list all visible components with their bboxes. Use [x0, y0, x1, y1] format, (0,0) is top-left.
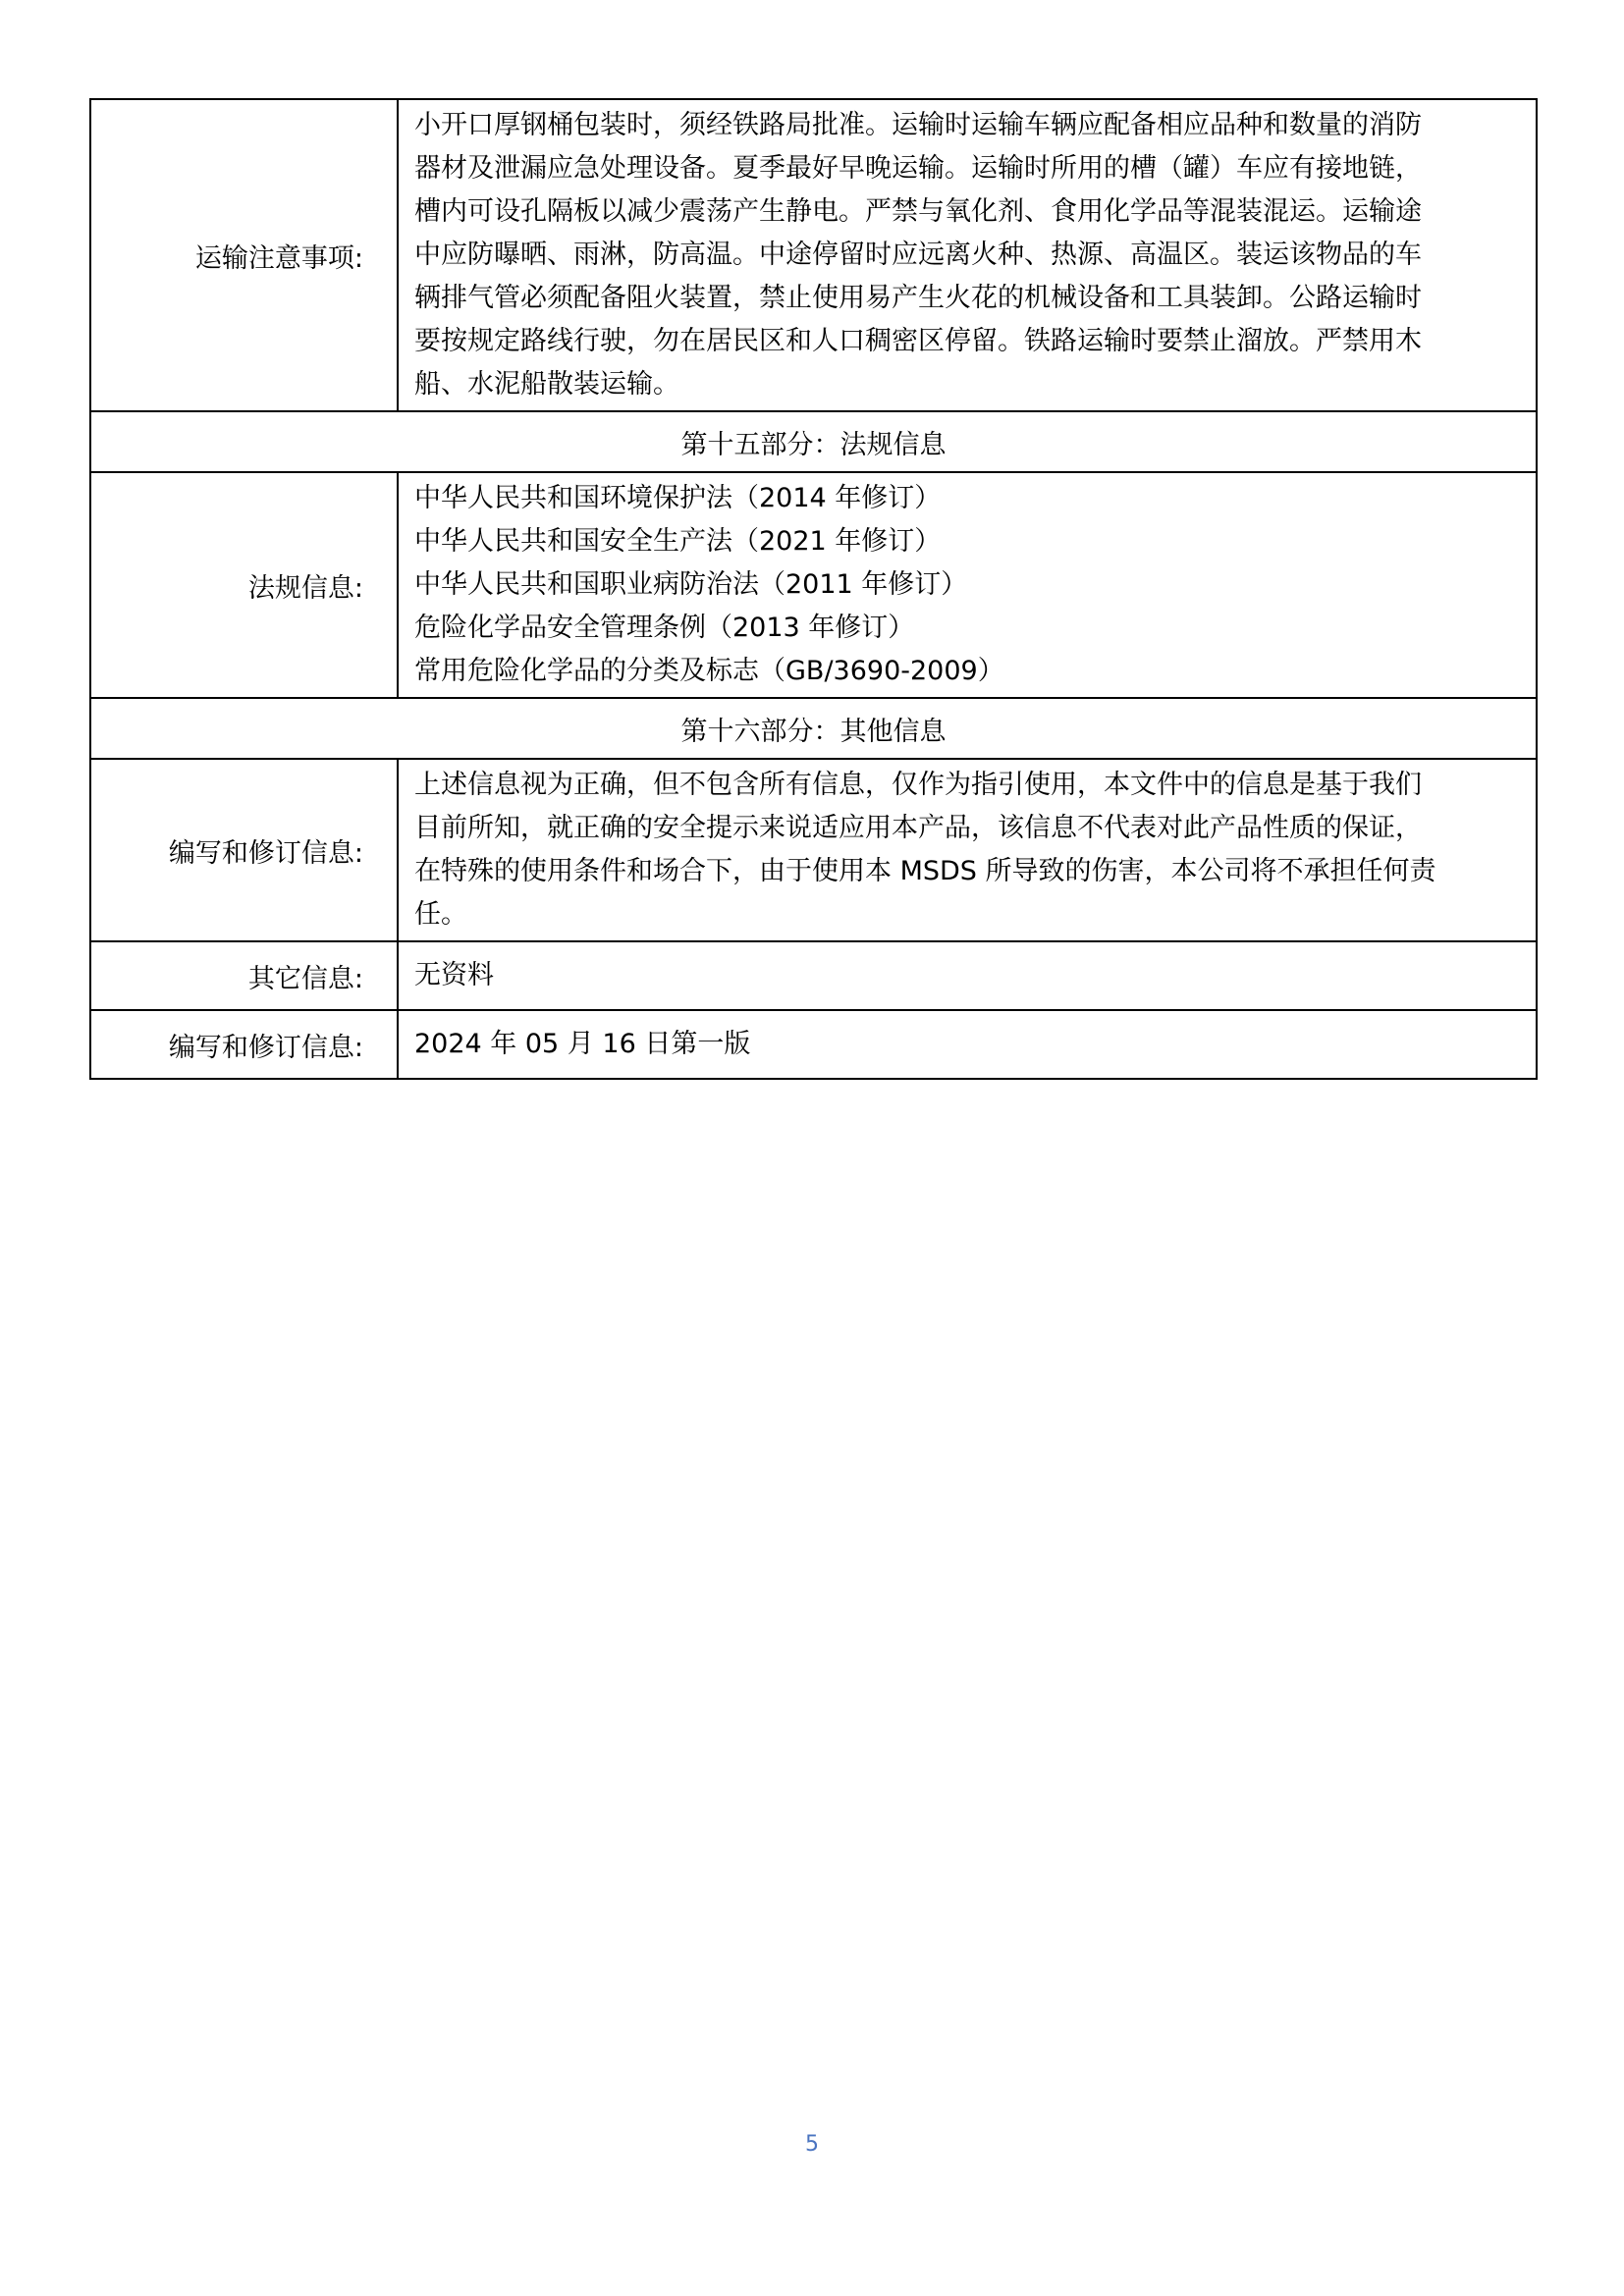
compile-info-value [398, 759, 1537, 941]
regulations-value [398, 472, 1537, 698]
transport-line: 中应防曝晒、雨淋，防高温。中途停留时应远离火种、热源、高温区。装运该物品的车 [414, 240, 1422, 270]
section15-title: 第十五部分：法规信息 [90, 411, 1537, 472]
compile-info-line: 上述信息视为正确，但不包含所有信息，仅作为指引使用，本文件中的信息是基于我们 [414, 770, 1422, 800]
revision-info-label: 编写和修订信息: [90, 1010, 398, 1079]
regulation-item: 中华人民共和国安全生产法（2021 年修订） [414, 526, 942, 557]
other-info-row [90, 941, 1537, 1010]
regulation-item: 中华人民共和国环境保护法（2014 年修订） [414, 483, 942, 513]
compile-info-line: 在特殊的使用条件和场合下，由于使用本 MSDS 所导致的伤害，本公司将不承担任何责 [414, 856, 1436, 886]
revision-info-row [90, 1010, 1537, 1079]
compile-info-label: 编写和修订信息: [90, 759, 398, 941]
regulation-item: 中华人民共和国职业病防治法（2011 年修订） [414, 569, 968, 600]
other-info-label: 其它信息: [90, 941, 398, 1010]
transport-line: 船、水泥船散装运输。 [414, 369, 679, 400]
compile-info-line: 目前所知，就正确的安全提示来说适应用本产品，该信息不代表对此产品性质的保证， [414, 813, 1422, 843]
transport-line: 辆排气管必须配备阻火装置，禁止使用易产生火花的机械设备和工具装卸。公路运输时 [414, 283, 1422, 313]
revision-info-value: 2024 年 05 月 16 日第一版 [398, 1010, 1537, 1079]
page-number: 5 [805, 2132, 819, 2157]
compile-info-line: 任。 [414, 899, 467, 930]
msds-table [89, 98, 1538, 1080]
transport-line: 小开口厚钢桶包装时，须经铁路局批准。运输时运输车辆应配备相应品种和数量的消防 [414, 110, 1422, 140]
regulations-label: 法规信息: [90, 472, 398, 698]
transport-row [90, 99, 1537, 411]
transport-line: 槽内可设孔隔板以减少震荡产生静电。严禁与氧化剂、食用化学品等混装混运。运输途 [414, 196, 1422, 227]
section16-title: 第十六部分：其他信息 [90, 698, 1537, 759]
transport-label: 运输注意事项: [90, 99, 398, 411]
transport-value [398, 99, 1537, 411]
regulation-item: 常用危险化学品的分类及标志（GB/3690-2009） [414, 656, 1004, 686]
section16-header-row [90, 698, 1537, 759]
section15-header-row [90, 411, 1537, 472]
transport-line: 要按规定路线行驶，勿在居民区和人口稠密区停留。铁路运输时要禁止溜放。严禁用木 [414, 326, 1422, 356]
transport-line: 器材及泄漏应急处理设备。夏季最好早晚运输。运输时所用的槽（罐）车应有接地链， [414, 153, 1422, 184]
other-info-value: 无资料 [398, 941, 1537, 1010]
regulation-item: 危险化学品安全管理条例（2013 年修订） [414, 613, 915, 643]
compile-info-row [90, 759, 1537, 941]
regulations-row [90, 472, 1537, 698]
